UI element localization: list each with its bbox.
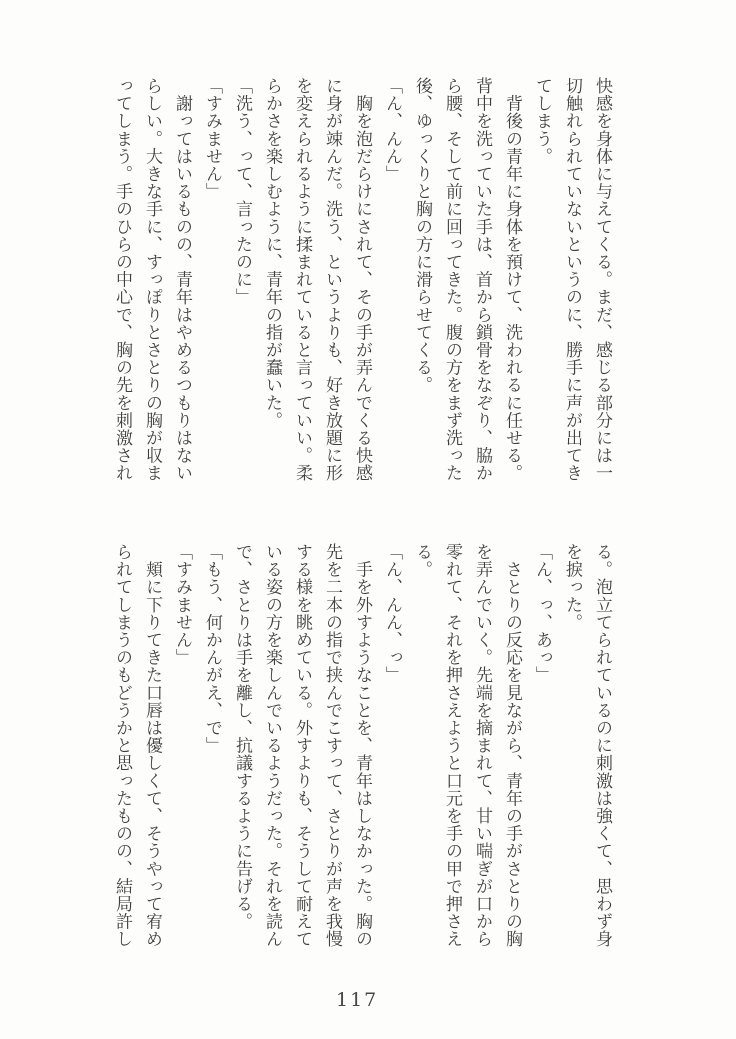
text-column: 背中を洗っていた手は、首から鎖骨をなぞり、脇か	[472, 77, 492, 482]
text-column: 謝ってはいるものの、青年はやめるつもりはない	[172, 77, 192, 482]
text-column: ら腰、そして前に回ってきた。腹の方をまず洗った	[442, 77, 462, 482]
text-column: 「すみません」	[202, 77, 222, 201]
text-column: さとりの反応を見ながら、青年の手がさとりの胸	[502, 543, 522, 948]
text-column: を捩った。	[562, 543, 582, 631]
text-column: られてしまうのもどうかと思ったものの、結局許し	[112, 543, 132, 948]
text-column: 「ん、んん」	[382, 77, 402, 183]
text-column: てしまう。	[532, 77, 552, 165]
text-column: 切触れられていないというのに、勝手に声が出てき	[562, 77, 582, 482]
text-column: る。	[412, 543, 432, 579]
text-column: を弄んでいく。先端を摘まれて、甘い喘ぎが口から	[472, 543, 492, 948]
text-column: 「ん、っ、あっ」	[532, 543, 552, 684]
text-column: 後、ゆっくりと胸の方に滑らせてくる。	[412, 77, 432, 394]
upper-text-block	[107, 77, 617, 483]
text-column: 「洗う、って、言ったのに」	[232, 77, 252, 306]
text-column: ってしまう。手のひらの中心で、胸の先を刺激され	[112, 77, 132, 482]
text-column: 胸を泡だらけにされて、その手が弄んでくる快感	[352, 77, 372, 482]
text-column: 頬に下りてきた口唇は優しくて、そうやって宥め	[142, 543, 162, 948]
text-column: 手を外すようなことを、青年はしなかった。胸の	[352, 543, 372, 948]
text-column: に身が竦んだ。洗う、というよりも、好き放題に形	[322, 77, 342, 482]
text-column: 背後の青年に身体を預けて、洗われるに任せる。	[502, 77, 522, 482]
text-column: 「ん、んん、っ」	[382, 543, 402, 684]
text-column: らかさを楽しむように、青年の指が蠢いた。	[262, 77, 282, 429]
text-column: する様を眺めている。外すよりも、そうして耐えて	[292, 543, 312, 948]
text-column: で、さとりは手を離し、抗議するように告げる。	[232, 543, 252, 931]
text-column: 快感を身体に与えてくる。まだ、感じる部分には一	[592, 77, 612, 482]
text-column: る。泡立てられているのに刺激は強くて、思わず身	[592, 543, 612, 948]
text-column: いる姿の方を楽しんでいるようだった。それを読ん	[262, 543, 282, 948]
text-column: 「すみません」	[172, 543, 192, 667]
text-column: 「もう、何かんがえ、で」	[202, 543, 222, 755]
text-column: 零れて、それを押さえようと口元を手の甲で押さえ	[442, 543, 462, 948]
text-column: らしい。大きな手に、すっぽりとさとりの胸が収ま	[142, 77, 162, 482]
page-number: 117	[336, 989, 379, 1011]
lower-text-block	[107, 543, 617, 949]
text-column: 先を二本の指で挟んでこすって、さとりが声を我慢	[322, 543, 342, 948]
text-column: を変えられるように揉まれていると言っていい。柔	[292, 77, 312, 482]
